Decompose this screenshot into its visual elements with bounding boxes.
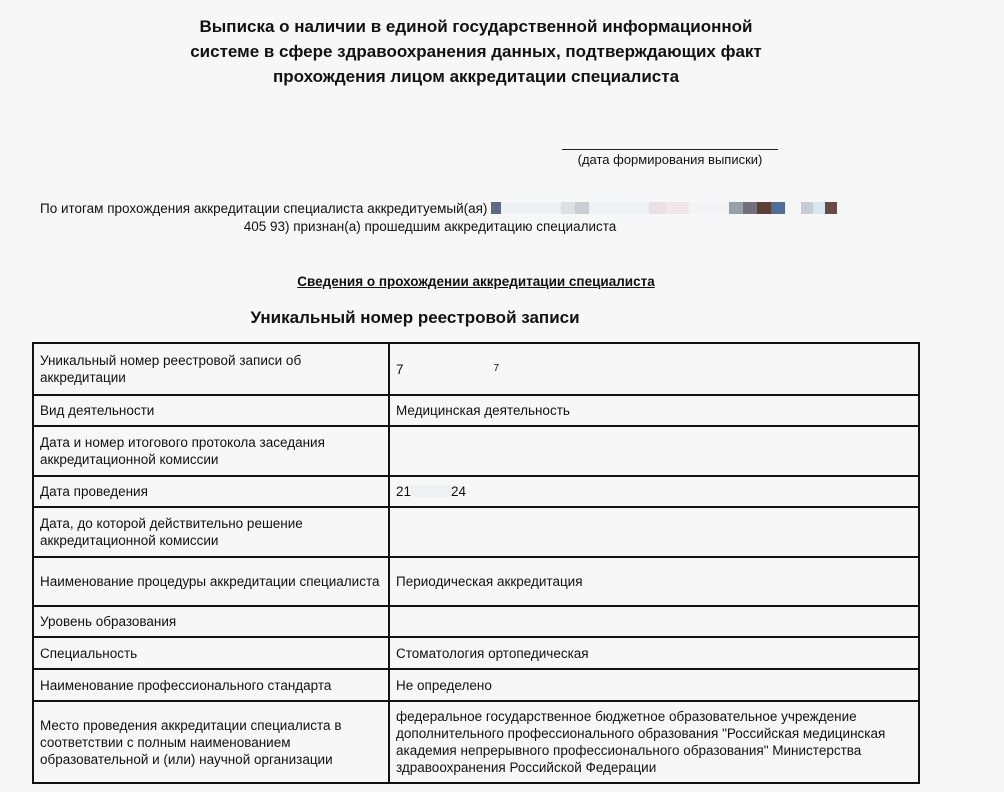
record-number-end: 7	[493, 363, 500, 374]
row-value: Периодическая аккредитация	[389, 557, 919, 606]
row-value: Медицинская деятельность	[389, 395, 919, 426]
row-value	[389, 606, 919, 637]
title-line-2: системе в сфере здравоохранения данных, подтверждающих факт	[190, 42, 762, 61]
row-value	[389, 426, 919, 476]
row-value: Стоматология ортопедическая	[389, 637, 919, 669]
table-row	[33, 669, 919, 701]
row-label: Вид деятельности	[33, 395, 389, 426]
table-row	[33, 701, 919, 783]
row-label: Наименование процедуры аккредитации специалиста	[33, 557, 389, 606]
row-label: Уровень образования	[33, 606, 389, 637]
table-row	[33, 476, 919, 507]
row-value	[389, 507, 919, 557]
row-value: федеральное государственное бюджетное образовательное учреждение дополнительного профессионального образования "Российская медицинская академия непрерывного профессионального образования" Министерства здравоохранения Российской Федерации	[389, 701, 919, 783]
table-row	[33, 637, 919, 669]
record-number-title: Уникальный номер реестровой записи	[250, 308, 580, 327]
table-row	[33, 507, 919, 557]
row-label: Место проведения аккредитации специалиста в соответствии с полным наименованием образовательной и (или) научной организации	[33, 701, 389, 783]
date-end: 24	[451, 484, 467, 499]
row-value	[389, 476, 919, 507]
intro-paragraph	[40, 200, 920, 236]
intro-line-2: 405 93) признан(а) прошедшим аккредитацию специалиста	[243, 219, 617, 234]
title-line-3: прохождения лицом аккредитации специалиста	[272, 67, 680, 86]
table-row	[33, 557, 919, 606]
date-caption: (дата формирования выписки)	[577, 152, 763, 167]
redacted-name	[491, 201, 837, 216]
table-row	[33, 606, 919, 637]
section-title: Сведения о прохождении аккредитации специалиста	[297, 274, 655, 289]
row-label: Наименование профессионального стандарта	[33, 669, 389, 701]
row-label: Специальность	[33, 637, 389, 669]
document-title	[150, 14, 802, 89]
accreditation-table	[32, 342, 920, 784]
table-row	[33, 395, 919, 426]
record-number-start: 7	[396, 362, 404, 377]
date-underline	[562, 149, 778, 150]
title-line-1: Выписка о наличии в единой государственной информационной	[199, 17, 753, 36]
row-label: Дата проведения	[33, 476, 389, 507]
row-label: Дата и номер итогового протокола заседания аккредитационной комиссии	[33, 426, 389, 476]
row-label: Уникальный номер реестровой записи об аккредитации	[33, 343, 389, 395]
table-row	[33, 343, 919, 395]
date-start: 21	[396, 484, 412, 499]
table-row	[33, 426, 919, 476]
row-value	[389, 343, 919, 395]
row-value: Не определено	[389, 669, 919, 701]
row-label: Дата, до которой действительно решение аккредитационной комиссии	[33, 507, 389, 557]
intro-line-1: По итогам прохождения аккредитации специалиста аккредитуемый(ая)	[40, 201, 488, 216]
